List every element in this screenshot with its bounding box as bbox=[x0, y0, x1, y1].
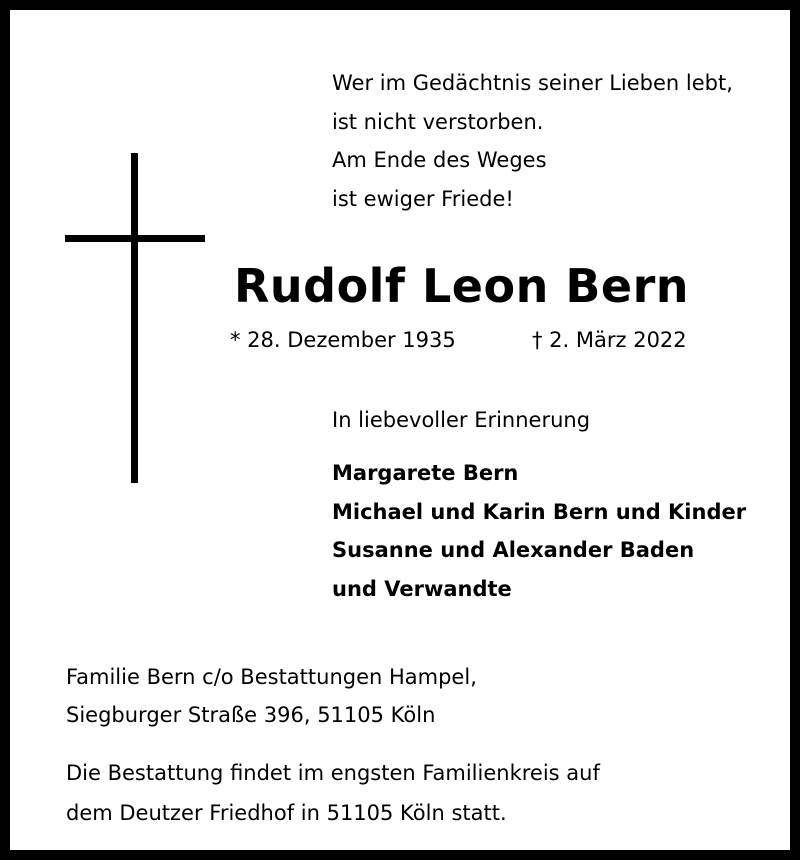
poem-line: ist ewiger Friede! bbox=[332, 186, 514, 211]
cross-vertical-bar bbox=[131, 153, 138, 483]
notice-line: Die Bestattung findet im engsten Familienkreis auf bbox=[66, 761, 600, 785]
mourner-name: Michael und Karin Bern und Kinder bbox=[332, 499, 747, 524]
contact-address bbox=[66, 658, 477, 734]
poem-line: ist nicht verstorben. bbox=[332, 109, 544, 134]
mourner-name: und Verwandte bbox=[332, 576, 512, 601]
mourner-name: Margarete Bern bbox=[332, 461, 519, 485]
memory-heading: In liebevoller Erinnerung bbox=[332, 408, 591, 432]
cross-horizontal-bar bbox=[65, 235, 205, 242]
notice-line: dem Deutzer Friedhof in 51105 Köln statt. bbox=[66, 801, 507, 825]
address-line: Familie Bern c/o Bestattungen Hampel, bbox=[66, 665, 477, 689]
cross-icon bbox=[65, 153, 205, 483]
mourners-list bbox=[332, 454, 746, 608]
poem-line: Wer im Gedächtnis seiner Lieben lebt, bbox=[332, 71, 733, 95]
mourner-name: Susanne und Alexander Baden bbox=[332, 538, 695, 562]
funeral-notice bbox=[66, 753, 600, 833]
death-date: † 2. März 2022 bbox=[532, 328, 687, 352]
deceased-name: Rudolf Leon Bern bbox=[233, 259, 690, 313]
address-line: Siegburger Straße 396, 51105 Köln bbox=[66, 703, 436, 727]
poem-line: Am Ende des Weges bbox=[332, 148, 547, 172]
poem bbox=[332, 64, 733, 218]
birth-date: * 28. Dezember 1935 bbox=[230, 328, 456, 352]
